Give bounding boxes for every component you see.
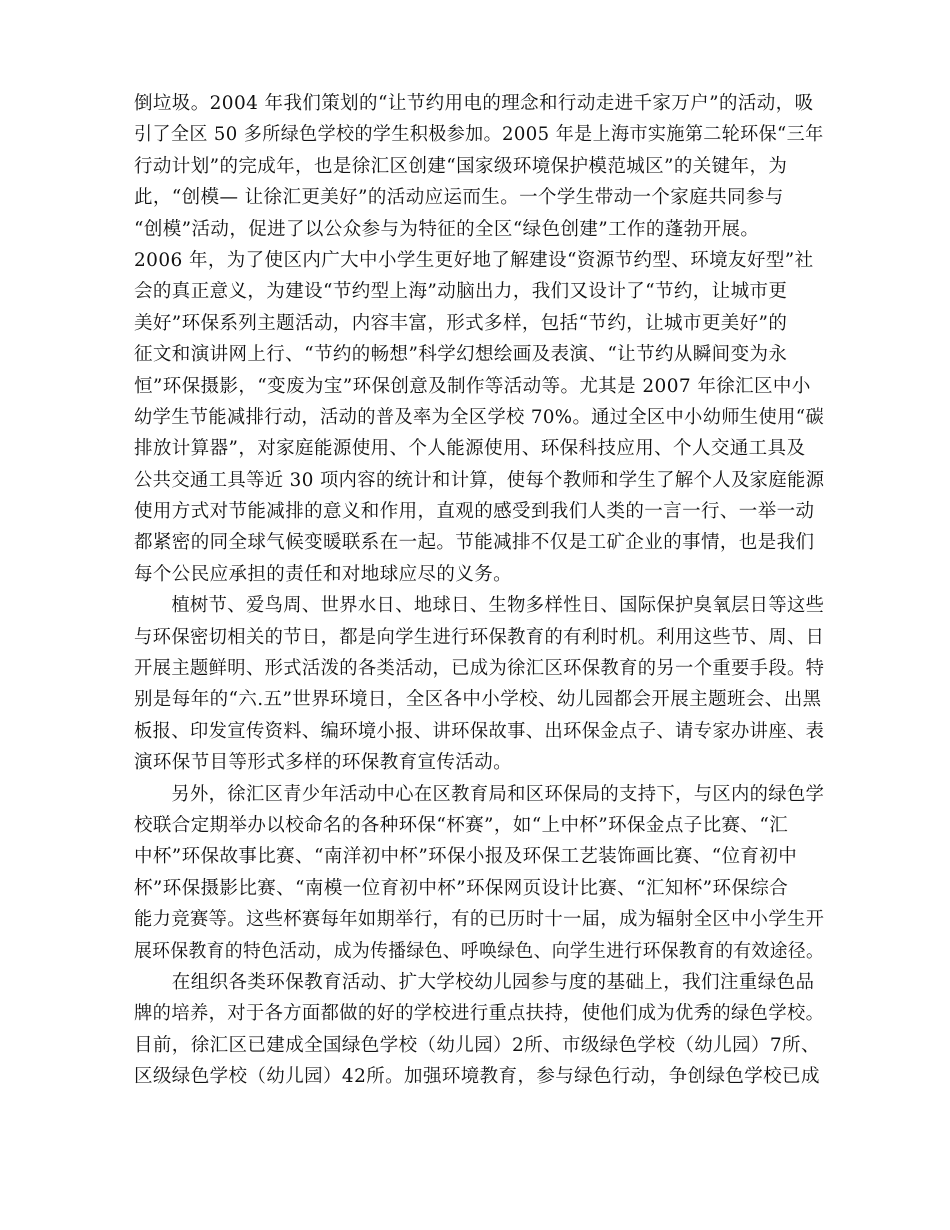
text-line: 板报、印发宣传资料、编环境小报、讲环保故事、出环保金点子、请专家办讲座、表 (134, 720, 825, 742)
text-line: 校联合定期举办以校命名的各种环保“杯赛”，如“上中杯”环保金点子比赛、“汇 (134, 814, 789, 836)
text-line: 会的真正意义，为建设“节约型上海”动脑出力，我们又设计了“节约，让城市更 (134, 281, 788, 303)
text-line: 公共交通工具等近 30 项内容的统计和计算，使每个教师和学生了解个人及家庭能源 (134, 469, 825, 491)
text-line: 开展主题鲜明、形式活泼的各类活动，已成为徐汇区环保教育的另一个重要手段。特 (134, 658, 825, 680)
text-line: 演环保节目等形式多样的环保教育宣传活动。 (134, 752, 513, 774)
text-line: 别是每年的“六.五”世界环境日，全区各中小学校、幼儿园都会开展主题班会、出黑 (134, 689, 822, 711)
text-line: 使用方式对节能减排的意义和作用，直观的感受到我们人类的一言一行、一举一动 (134, 501, 815, 523)
text-line: 行动计划”的完成年，也是徐汇区创建“国家级环境保护模范城区”的关键年，为 (134, 155, 788, 177)
text-line: 排放计算器”，对家庭能源使用、个人能源使用、环保科技应用、个人交通工具及 (134, 438, 806, 460)
text-line: “创模”活动，促进了以公众参与为特征的全区“绿色创建”工作的蓬勃开展。 (134, 218, 760, 240)
text-line: 目前，徐汇区已建成全国绿色学校（幼儿园）2所、市级绿色学校（幼儿园）7所、 (134, 1034, 820, 1056)
text-line: 此，“创模— 让徐汇更美好”的活动应运而生。一个学生带动一个家庭共同参与 (134, 187, 784, 209)
text-line: 美好”环保系列主题活动，内容丰富，形式多样，包括“节约，让城市更美好”的 (134, 312, 788, 334)
text-line: 引了全区 50 多所绿色学校的学生积极参加。2005 年是上海市实施第二轮环保“三年 (134, 124, 824, 146)
text-line: 另外，徐汇区青少年活动中心在区教育局和区环保局的支持下，与区内的绿色学 (134, 783, 825, 805)
text-line: 展环保教育的特色活动，成为传播绿色、呼唤绿色、向学生进行环保教育的有效途径。 (134, 940, 825, 962)
body-text (134, 88, 824, 1093)
text-line: 恒”环保摄影，“变废为宝”环保创意及制作等活动等。尤其是 2007 年徐汇区中小 (134, 375, 811, 397)
text-line: 2006 年，为了使区内广大中小学生更好地了解建设“资源节约型、环境友好型”社 (134, 249, 814, 271)
text-line: 幼学生节能减排行动，活动的普及率为全区学校 70%。通过全区中小幼师生使用“碳 (134, 406, 825, 428)
text-line: 在组织各类环保教育活动、扩大学校幼儿园参与度的基础上，我们注重绿色品 (134, 971, 815, 993)
text-line: 能力竞赛等。这些杯赛每年如期举行，有的已历时十一届，成为辐射全区中小学生开 (134, 909, 825, 931)
text-line: 与环保密切相关的节日，都是向学生进行环保教育的有利时机。利用这些节、周、日 (134, 626, 825, 648)
text-line: 每个公民应承担的责任和对地球应尽的义务。 (134, 563, 513, 585)
text-line: 倒垃圾。2004 年我们策划的“让节约用电的理念和行动走进千家万户”的活动，吸 (134, 93, 814, 114)
text-line: 都紧密的同全球气候变暖联系在一起。节能减排不仅是工矿企业的事情，也是我们 (134, 532, 815, 554)
text-line: 植树节、爱鸟周、世界水日、地球日、生物多样性日、国际保护臭氧层日等这些 (134, 595, 825, 617)
text-line: 征文和演讲网上行、“节约的畅想”科学幻想绘画及表演、“让节约从瞬间变为永 (134, 344, 788, 366)
text-line: 区级绿色学校（幼儿园）42所。加强环境教育，参与绿色行动，争创绿色学校已成 (134, 1066, 820, 1088)
text-line: 中杯”环保故事比赛、“南洋初中杯”环保小报及环保工艺装饰画比赛、“位育初中 (134, 846, 798, 868)
text-line: 牌的培养，对于各方面都做的好的学校进行重点扶持，使他们成为优秀的绿色学校。 (134, 1003, 825, 1025)
text-line: 杯”环保摄影比赛、“南模一位育初中杯”环保网页设计比赛、“汇知杯”环保综合 (134, 877, 789, 899)
